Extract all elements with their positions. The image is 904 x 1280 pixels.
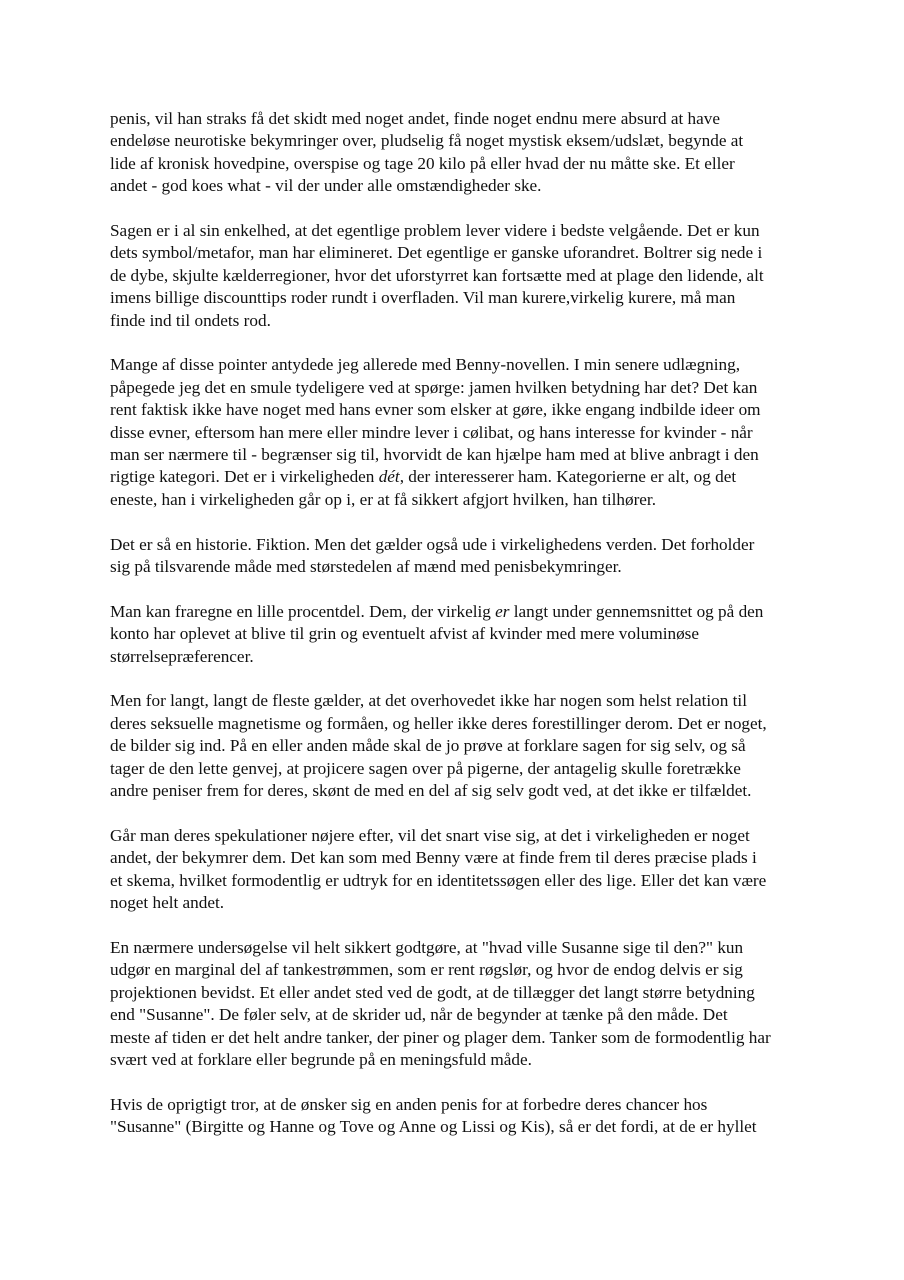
paragraph-1: [110, 108, 810, 198]
text-run: , der interesserer ham. Kategorierne er alt, og det: [399, 467, 737, 487]
paragraph-4: [110, 534, 810, 579]
paragraph-8: [110, 937, 810, 1071]
text-line: påpegede jeg det en smule tydeligere ved at spørge: jamen hvilken betydning har det? Det kan: [110, 377, 758, 397]
text-line: andre peniser frem for deres, skønt de med en del af sig selv godt ved, at det ikke er tilfældet.: [110, 781, 752, 801]
text-line: udgør en marginal del af tankestrømmen, som er rent røgslør, og hvor de endog delvis er sig: [110, 960, 743, 980]
text-line: disse evner, eftersom han mere eller mindre lever i cølibat, og hans interesse for kvinder - når: [110, 422, 753, 442]
text-line: Mange af disse pointer antydede jeg allerede med Benny-novellen. I min senere udlægning,: [110, 355, 741, 375]
text-run: rigtige kategori. Det er i virkeligheden: [110, 467, 379, 487]
text-line: penis, vil han straks få det skidt med noget andet, finde noget endnu mere absurd at have: [110, 109, 720, 128]
text-line: En nærmere undersøgelse vil helt sikkert godtgøre, at "hvad ville Susanne sige til den?" kun: [110, 937, 744, 957]
text-run: langt under gennemsnittet og på den: [509, 601, 764, 621]
text-line: noget helt andet.: [110, 893, 225, 913]
text-line: de bilder sig ind. På en eller anden måde skal de jo prøve at forklare sagen for sig selv, og så: [110, 736, 746, 756]
text-line: eneste, han i virkeligheden går op i, er at få sikkert afgjort hvilken, han tilhører.: [110, 489, 656, 509]
text-line: "Susanne" (Birgitte og Hanne og Tove og Anne og Lissi og Kis), så er det fordi, at de er hyllet: [110, 1117, 757, 1137]
text-line: Hvis de oprigtigt tror, at de ønsker sig en anden penis for at forbedre deres chancer hos: [110, 1094, 708, 1114]
text-line: Sagen er i al sin enkelhed, at det egentlige problem lever videre i bedste velgående. Det er kun: [110, 221, 760, 241]
paragraph-9: [110, 1094, 810, 1139]
paragraph-6: [110, 690, 810, 802]
text-line: rent faktisk ikke have noget med hans evner som elsker at gøre, ikke engang indbilde ideer om: [110, 400, 761, 420]
text-line: imens billige discounttips roder rundt i overfladen. Vil man kurere,virkelig kurere, må man: [110, 288, 736, 308]
text-line: Men for langt, langt de fleste gælder, at det overhovedet ikke har nogen som helst relation til: [110, 691, 747, 711]
text-line: [110, 601, 810, 623]
text-line: Går man deres spekulationer nøjere efter, vil det snart vise sig, at det i virkeligheden er noget: [110, 825, 750, 845]
text-line: finde ind til ondets rod.: [110, 310, 271, 330]
text-line: man ser nærmere til - begrænser sig til, hvorvidt de kan hjælpe ham med at blive anbragt i den: [110, 445, 759, 465]
text-line: konto har oplevet at blive til grin og eventuelt afvist af kvinder med mere voluminøse: [110, 624, 699, 644]
paragraph-5: [110, 601, 810, 668]
text-line: end "Susanne". De føler selv, at de skrider ud, når de begynder at tænke på den måde. Det: [110, 1005, 728, 1025]
text-line: meste af tiden er det helt andre tanker, der piner og plager dem. Tanker som de formodentlig har: [110, 1027, 771, 1047]
text-line: [110, 466, 810, 488]
text-line: Det er så en historie. Fiktion. Men det gælder også ude i virkelighedens verden. Det forholder: [110, 534, 755, 554]
paragraph-2: [110, 220, 810, 332]
text-line: deres seksuelle magnetisme og formåen, og heller ikke deres forestillinger derom. Det er noget,: [110, 713, 767, 733]
text-line: lide af kronisk hovedpine, overspise og tage 20 kilo på eller hvad der nu måtte ske. Et eller: [110, 153, 735, 173]
text-line: dets symbol/metafor, man har elimineret. Det egentlige er ganske uforandret. Boltrer sig nede i: [110, 243, 763, 263]
emphasized-word: dét: [378, 467, 400, 487]
text-line: tager de den lette genvej, at projicere sagen over på pigerne, der antagelig skulle foretrække: [110, 758, 741, 778]
body-text: [110, 108, 810, 1161]
text-line: sig på tilsvarende måde med størstedelen af mænd med penisbekymringer.: [110, 557, 622, 577]
text-line: svært ved at forklare eller begrunde på en meningsfuld måde.: [110, 1049, 532, 1069]
paragraph-3: [110, 354, 810, 511]
text-run: Man kan fraregne en lille procentdel. Dem, der virkelig: [110, 601, 496, 621]
text-line: de dybe, skjulte kælderregioner, hvor det uforstyrret kan fortsætte med at plage den lidende, alt: [110, 265, 764, 285]
emphasized-word: er: [495, 601, 510, 621]
paragraph-7: [110, 825, 810, 915]
text-line: andet - god koes what - vil der under alle omstændigheder ske.: [110, 176, 542, 196]
text-line: projektionen bevidst. Et eller andet sted ved de godt, at de tillægger det langt større betydning: [110, 982, 755, 1002]
text-line: andet, der bekymrer dem. Det kan som med Benny være at finde frem til deres præcise plads i: [110, 848, 757, 868]
text-line: størrelsepræferencer.: [110, 646, 254, 666]
text-line: endeløse neurotiske bekymringer over, pludselig få noget mystisk eksem/udslæt, begynde at: [110, 131, 744, 151]
text-line: et skema, hvilket formodentlig er udtryk for en identitetssøgen eller des lige. Eller det kan være: [110, 870, 767, 890]
